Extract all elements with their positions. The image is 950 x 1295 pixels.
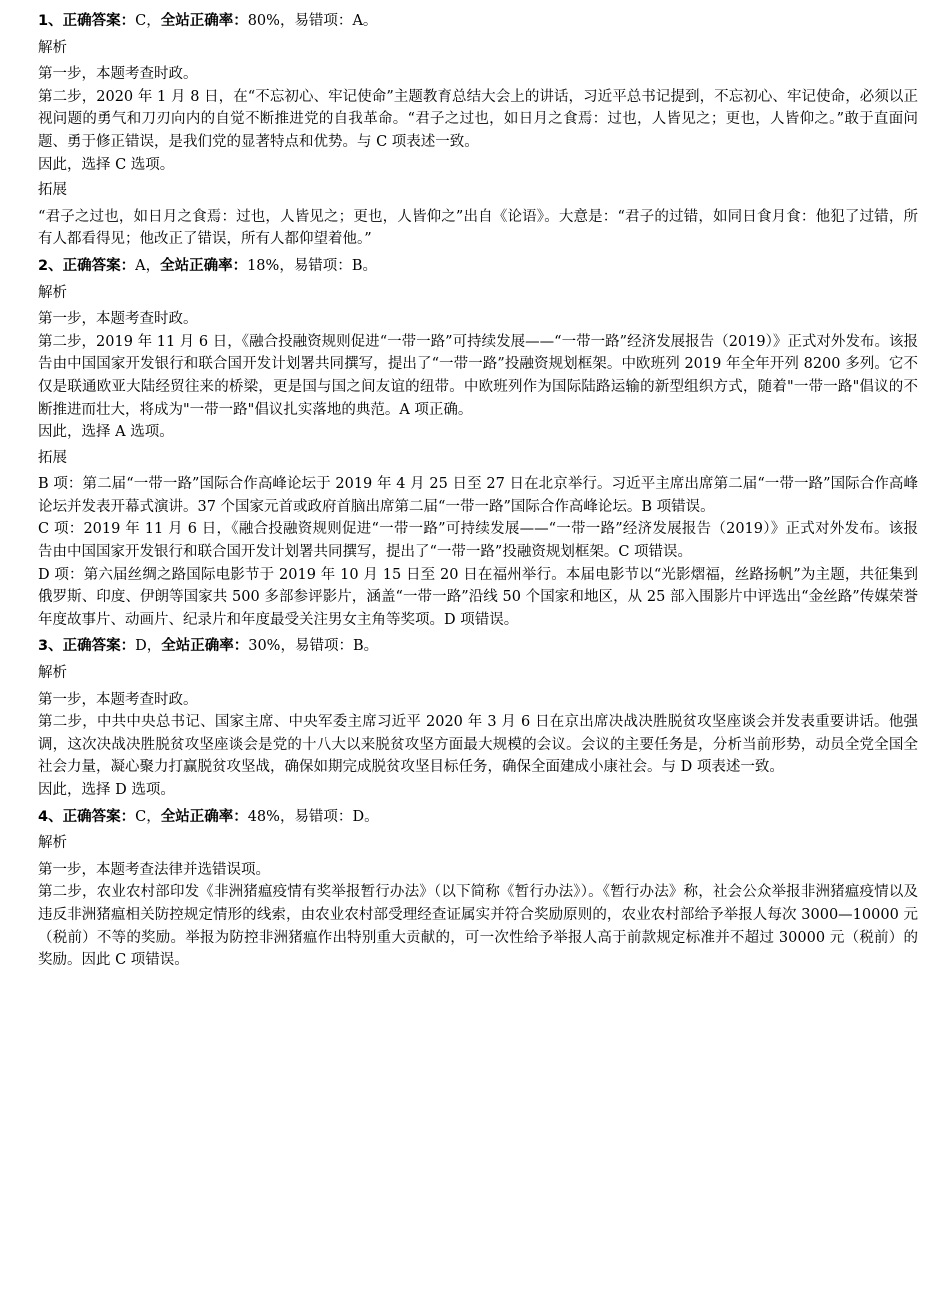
question-number: 2、	[38, 257, 63, 274]
accuracy-rate-value: 80%	[247, 13, 280, 29]
analysis-label: 解析	[38, 284, 67, 301]
analysis-paragraph: 第二步，中共中央总书记、国家主席、中央军委主席习近平 2020 年 3 月 6 日在京出席决战决胜脱贫攻坚座谈会并发表重要讲话。他强调，这次决战决胜脱贫攻坚座谈会是党的十八大以来脱贫攻坚方面最大规模的会议。会议的主要任务是，分析当前形势，动员全党全国全社会力量，凝心聚力打赢脱贫攻坚战，确保如期完成脱贫攻坚目标任务，确保全面建成小康社会。与 D 项表述一致。	[38, 714, 918, 776]
common-mistake-value: B。	[351, 257, 377, 274]
accuracy-rate-label: 全站正确率：	[160, 13, 248, 29]
extension-paragraph: B 项：第二届“一带一路”国际合作高峰论坛于 2019 年 4 月 25 日至 27 日在北京举行。习近平主席出席第二届“一带一路”国际合作高峰论坛并发表开幕式演讲。37 个国家元首或政府首脑出席第二届“一带一路”国际合作高峰论坛。B 项错误。	[38, 476, 918, 515]
question-number: 1、	[38, 13, 63, 29]
question-2-answer-line	[38, 255, 918, 278]
analysis-paragraph: 第一步，本题考查法律并选错误项。	[38, 861, 270, 878]
accuracy-rate-label: 全站正确率：	[161, 638, 249, 655]
correct-answer-label: 正确答案：	[62, 638, 136, 655]
answer-explanation-document	[38, 10, 918, 976]
analysis-paragraph: 第二步，2019 年 11 月 6 日，《融合投融资规则促进“一带一路”可持续发展——“一带一路”经济发展报告（2019）》正式对外发布。该报告由中国国家开发银行和联合国开发计划署共同撰写，提出了“一带一路”投融资规划框架。中欧班列 2019 年全年开列 8200 多列。它不仅是联通欧亚大陆经贸往来的桥梁，更是国与国之间友谊的纽带。中欧班列作为国际陆路运输的新型组织方式，随着"一带一路"倡议的不断推进而壮大，将成为"一带一路"倡议扎实落地的典范。A 项正确。	[38, 333, 918, 418]
analysis-label: 解析	[38, 39, 67, 56]
accuracy-rate-value: 30%	[248, 638, 281, 655]
analysis-paragraph: 因此，选择 C 选项。	[38, 156, 175, 173]
correct-answer-value: A	[135, 257, 146, 274]
separator: ，	[145, 257, 161, 274]
extension-paragraph: D 项：第六届丝绸之路国际电影节于 2019 年 10 月 15 日至 20 日在福州举行。本届电影节以“光影熠福，丝路扬帆”为主题，共征集到俄罗斯、印度、伊朗等国家共 500 多部参评影片，涵盖“一带一路”沿线 50 个国家和地区，从 25 部入围影片中评选出“金丝路”传媒荣誉年度故事片、动画片、纪录片和年度最受关注男女主角等奖项。D 项错误。	[38, 566, 918, 628]
separator: ，	[279, 257, 294, 274]
accuracy-rate-label: 全站正确率：	[160, 257, 248, 274]
extension-label: 拓展	[38, 449, 67, 466]
common-mistake-label: 易错项：	[294, 638, 353, 655]
analysis-paragraph: 第一步，本题考查时政。	[38, 311, 198, 328]
correct-answer-label: 正确答案：	[62, 257, 136, 274]
question-2-section	[38, 255, 918, 632]
question-3-answer-line	[38, 635, 918, 658]
accuracy-rate-label: 全站正确率：	[160, 808, 248, 825]
extension-paragraph: C 项：2019 年 11 月 6 日，《融合投融资规则促进“一带一路”可持续发展——“一带一路”经济发展报告（2019）》正式对外发布。该报告由中国国家开发银行和联合国开发计划署共同撰写，提出了“一带一路”投融资规划框架。C 项错误。	[38, 521, 918, 561]
correct-answer-value: C	[135, 13, 147, 29]
correct-answer-label: 正确答案：	[62, 13, 136, 29]
correct-answer-value: D	[135, 638, 147, 655]
analysis-label: 解析	[38, 665, 67, 682]
question-number: 4、	[38, 808, 63, 825]
question-4-answer-line	[38, 806, 918, 829]
separator: ，	[146, 808, 161, 825]
analysis-paragraph: 第一步，本题考查时政。	[38, 691, 198, 708]
accuracy-rate-value: 18%	[247, 257, 280, 274]
common-mistake-value: B。	[352, 638, 379, 655]
analysis-label: 解析	[38, 835, 67, 852]
extension-paragraph: “君子之过也，如日月之食焉：过也，人皆见之；更也，人皆仰之”出自《论语》。大意是：“君子的过错，如同日食月食：他犯了过错，所有人都看得见；他改正了错误，所有人都仰望着他。”	[38, 208, 918, 248]
separator: ，	[146, 13, 161, 29]
common-mistake-label: 易错项：	[294, 13, 353, 29]
analysis-paragraph: 因此，选择 D 选项。	[38, 782, 175, 798]
accuracy-rate-value: 48%	[247, 808, 280, 825]
separator: ，	[279, 808, 295, 825]
question-number: 3、	[38, 638, 63, 655]
correct-answer-label: 正确答案：	[62, 808, 136, 825]
question-4-section	[38, 806, 918, 972]
common-mistake-label: 易错项：	[294, 808, 353, 825]
separator: ，	[280, 638, 295, 655]
analysis-paragraph: 第二步，农业农村部印发《非洲猪瘟疫情有奖举报暂行办法》（以下简称《暂行办法》）。《暂行办法》称，社会公众举报非洲猪瘟疫情以及违反非洲猪瘟相关防控规定情形的线索，由农业农村部受理经查证属实并符合奖励原则的，农业农村部给予举报人每次 3000—10000 元（税前）不等的奖励。举报为防控非洲猪瘟作出特别重大贡献的，可一次性给予举报人高于前款规定标准并不超过 30000 元（税前）的奖励。因此 C 项错误。	[38, 884, 918, 969]
extension-label: 拓展	[38, 182, 67, 199]
common-mistake-value: A。	[352, 13, 378, 29]
analysis-paragraph: 第一步，本题考查时政。	[38, 66, 198, 83]
separator: ，	[146, 638, 162, 655]
question-1-answer-line	[38, 10, 918, 33]
common-mistake-value: D。	[352, 808, 379, 825]
correct-answer-value: C	[135, 808, 147, 825]
analysis-paragraph: 第二步，2020 年 1 月 8 日，在“不忘初心、牢记使命”主题教育总结大会上的讲话，习近平总书记提到，不忘初心、牢记使命，必须以正视问题的勇气和刀刃向内的自觉不断推进党的自我革命。“君子之过也，如日月之食焉：过也，人皆见之；更也，人皆仰之。”敢于直面问题、勇于修正错误，是我们党的显著特点和优势。与 C 项表述一致。	[38, 88, 918, 150]
analysis-paragraph: 因此，选择 A 选项。	[38, 424, 174, 441]
question-1-section	[38, 10, 918, 251]
common-mistake-label: 易错项：	[293, 257, 352, 274]
separator: ，	[279, 13, 295, 29]
question-3-section	[38, 635, 918, 801]
